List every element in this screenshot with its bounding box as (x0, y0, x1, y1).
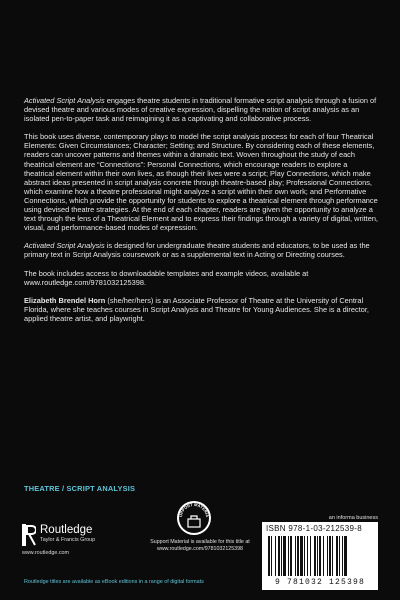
blurb-paragraph-1: Activated Script Analysis engages theatre students in traditional formative script analysis through a fusion of devised theatre and various modes of creative expression, dispelling the notion of script analysis as an isolated pen-to-paper task and reimagining it as a captivating and collaborative process. (24, 96, 377, 124)
blurb-paragraph-4: The book includes access to downloadable templates and example videos, available at www.routledge.com/9781032125398. (24, 268, 309, 287)
author-bio: Elizabeth Brendel Horn (she/her/hers) is an Associate Professor of Theatre at the University of Central Florida, where she teaches courses in Script Analysis and Theatre for Young Audiences. She is a director, applied theatre artist, and playwright. (24, 295, 369, 323)
support-material-seal-icon (176, 500, 212, 536)
barcode-digits: 9 781032 125398 (274, 578, 365, 587)
isbn-barcode-block (262, 522, 378, 590)
publisher-group: Taylor & Francis Group (40, 537, 96, 543)
blurb-paragraph-2: This book uses diverse, contemporary plays to model the script analysis process for each of four Theatrical Elements: Given Circumstances; Character; Setting; and Structure. By considering each of these elements, readers can uncover patterns and themes within a dramatic text. Woven throughout the study of each theatrical element are “Connections”: Personal Connections, which encourage readers to explore a theatrical element within their own lives, as though their lives were a script; Play Connections, which make abstract ideas presented in script analysis concrete through theatre-based play; Professional Connections, which examine how a theatre professional might analyze a script within their own work; and Performative Connections, which provide the opportunity for students to explore a theatrical element through performance using devised theatre strategies. At the end of each chapter, readers are given the opportunity to analyze a text through the lens of a Theatrical Element and to express their findings through a variety of digital, written, visual, and performance-based modes of expression. (24, 132, 378, 233)
isbn-label: ISBN 978-1-03-212539-8 (266, 524, 362, 533)
routledge-mark-icon (22, 524, 36, 546)
ebook-note: Routledge titles are available as eBook editions in a range of digital formats (24, 579, 204, 585)
publisher-name: Routledge (40, 524, 93, 536)
blurb-paragraph-3: Activated Script Analysis is designed for undergraduate theatre students and educators, to be used as the primary text in Script Analysis coursework or as a supplemental text in Acting or Directing courses. (24, 241, 370, 260)
publisher-logo (22, 522, 132, 558)
book-title: Activated Script Analysis (24, 96, 105, 105)
support-material-note: Support Material is available for this title at (150, 539, 250, 545)
publisher-url: www.routledge.com (22, 550, 70, 556)
blurb (24, 96, 378, 332)
support-material-url: www.routledge.com/9781032125398 (157, 546, 243, 552)
svg-text:SUPPORT MATERIAL: UPPORT MATERIA (178, 501, 211, 518)
barcode-icon (268, 536, 374, 576)
author-name: Elizabeth Brendel Horn (24, 295, 106, 305)
subject-category: THEATRE / SCRIPT ANALYSIS (24, 484, 136, 493)
book-title: Activated Script Analysis (24, 241, 105, 251)
informa-tagline: an informa business (328, 515, 378, 521)
